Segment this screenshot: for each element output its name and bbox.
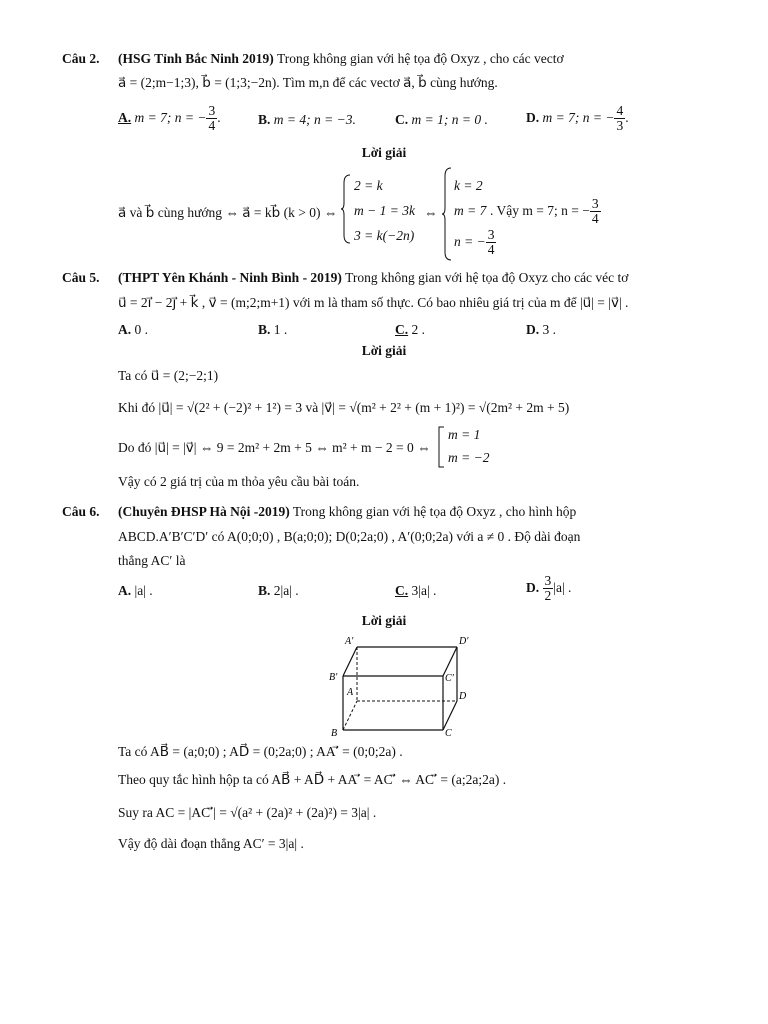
q6-solution-title: Lời giải xyxy=(361,613,407,628)
label-b-prime: B′ xyxy=(329,672,338,683)
q6-solution-line4: Vậy độ dài đoạn thẳng AC′ = 3|a| . xyxy=(118,836,304,851)
q5-solution-line2: Khi đó |u⃗| = √(2² + (−2)² + 1²) = 3 và |v⃗| = √(m² + 2² + (m + 1)²) = √(2m² + 2m + 5) xyxy=(118,400,570,415)
q2-option-b: B. m = 4; n = −3. xyxy=(258,112,356,127)
q5-option-d: D. 3 . xyxy=(526,322,556,337)
q2-option-c: C. m = 1; n = 0 . xyxy=(395,112,488,127)
q5-solution-line1: Ta có u⃗ = (2;−2;1) xyxy=(118,368,219,383)
question-2-label: Câu 2. xyxy=(62,51,100,66)
q2-system1-row3: 3 = k(−2n) xyxy=(354,228,415,243)
q6-option-c: C. 3|a| . xyxy=(395,583,437,598)
question-6-line1: Trong không gian với hệ tọa độ Oxyz , cho hình hộp xyxy=(292,504,577,519)
label-d: D xyxy=(459,691,467,702)
q5-case-2: m = −2 xyxy=(448,450,490,465)
q2-option-d: D. m = 7; n = − $\frac{4}{3}$ . xyxy=(526,103,629,134)
edge-b-a xyxy=(343,701,357,730)
q5-case-1: m = 1 xyxy=(448,427,481,442)
q6-option-a: A. |a| . xyxy=(118,583,153,598)
q2-option-a-text: m = 7; n = − xyxy=(134,109,207,125)
q6-solution-line3: Suy ra AC = |AC′⃗| = √(a² + (2a)² + (2a)²) = 3|a| . xyxy=(118,805,377,820)
question-5-label: Câu 5. xyxy=(62,270,100,285)
question-2-line1: Trong không gian với hệ tọa độ Oxyz , cho các vectơ xyxy=(276,51,564,66)
q2-conclusion: . Vậy m = 7; n = − $\frac{3}{4}$ xyxy=(490,196,599,227)
q6-option-b: B. 2|a| . xyxy=(258,583,299,598)
q2-solution-prefix: a⃗ và b⃗ cùng hướng ⇔ a⃗ = kb⃗ (k > 0) ⇔ xyxy=(118,205,338,220)
question-2-source: (HSG Tỉnh Bắc Ninh 2019) xyxy=(118,51,274,66)
edge-a1-b1 xyxy=(343,647,357,676)
question-6-line3: thẳng AC′ là xyxy=(118,553,186,568)
question-5-line1: Trong không gian với hệ tọa độ Oxyz cho các véc tơ xyxy=(345,270,629,285)
edge-c-d xyxy=(443,701,457,730)
question-5-source: (THPT Yên Khánh - Ninh Bình - 2019) xyxy=(118,270,342,285)
question-6-line2: ABCD.A′B′C′D′ có A(0;0;0) , B(a;0;0); D(0;2a;0) , A′(0;0;2a) với a ≠ 0 . Độ dài đoạn xyxy=(118,529,581,544)
question-2-line2: a⃗ = (2;m−1;3), b⃗ = (1;3;−2n). Tìm m,n để các vectơ a⃗, b⃗ cùng hướng. xyxy=(118,75,498,90)
question-2-text-line1 xyxy=(118,51,564,68)
label-c: C xyxy=(445,728,452,739)
q2-option-a-fraction: $\frac{3}{4}$ xyxy=(208,103,216,134)
q2-system2-row3: n = − $\frac{3}{4}$ xyxy=(454,227,495,258)
label-c-prime: C′ xyxy=(445,673,454,684)
q6-option-d: D. $\frac{3}{2}$ |a| . xyxy=(526,573,572,604)
question-5-text-line1 xyxy=(118,270,628,287)
label-a-prime: A′ xyxy=(345,636,354,647)
q2-system2-row2: m = 7 xyxy=(454,203,487,218)
q5-option-a: A. 0 . xyxy=(118,322,148,337)
label-a: A xyxy=(347,687,354,698)
q5-cases-bracket xyxy=(437,426,445,468)
q6-solution-line2: Theo quy tắc hình hộp ta có AB⃗ + AD⃗ + AA′⃗ = AC′⃗ ⇔ AC′⃗ = (a;2a;2a) . xyxy=(118,772,507,787)
q2-system1-brace xyxy=(340,173,352,245)
q2-option-a: A. m = 7; n = − $\frac{3}{4}$ . xyxy=(118,103,221,134)
question-6-text-line1 xyxy=(118,504,576,521)
q5-solution-line3: Do đó |u⃗| = |v⃗| ⇔ 9 = 2m² + 2m + 5 ⇔ m² + m − 2 = 0 ⇔ xyxy=(118,440,431,455)
q2-option-a-letter: A. xyxy=(118,109,132,125)
q2-system2-row1: k = 2 xyxy=(454,178,483,193)
q5-option-b: B. 1 . xyxy=(258,322,288,337)
q6-box-figure xyxy=(325,630,475,740)
label-b: B xyxy=(331,728,338,739)
q2-equiv-symbol: ⇔ xyxy=(424,205,438,220)
q5-solution-title: Lời giải xyxy=(361,343,407,358)
label-d-prime: D′ xyxy=(459,636,469,647)
q5-option-c: C. 2 . xyxy=(395,322,425,337)
question-6-source: (Chuyên ĐHSP Hà Nội -2019) xyxy=(118,504,290,519)
q2-solution-title: Lời giải xyxy=(361,145,407,160)
q2-system2-brace xyxy=(441,166,453,262)
edge-d1-c1 xyxy=(443,647,457,676)
q5-solution-line4: Vậy có 2 giá trị của m thỏa yêu cầu bài toán. xyxy=(118,474,360,489)
question-5-line2: u⃗ = 2i⃗ − 2j⃗ + k⃗ , v⃗ = (m;2;m+1) với m là tham số thực. Có bao nhiêu giá trị của m để |u⃗| = |v⃗| . xyxy=(118,295,629,310)
q2-system1-row2: m − 1 = 3k xyxy=(354,203,415,218)
q6-solution-line1: Ta có AB⃗ = (a;0;0) ; AD⃗ = (0;2a;0) ; AA′⃗ = (0;0;2a) . xyxy=(118,744,403,759)
q2-system1-row1: 2 = k xyxy=(354,178,383,193)
question-6-label: Câu 6. xyxy=(62,504,100,519)
